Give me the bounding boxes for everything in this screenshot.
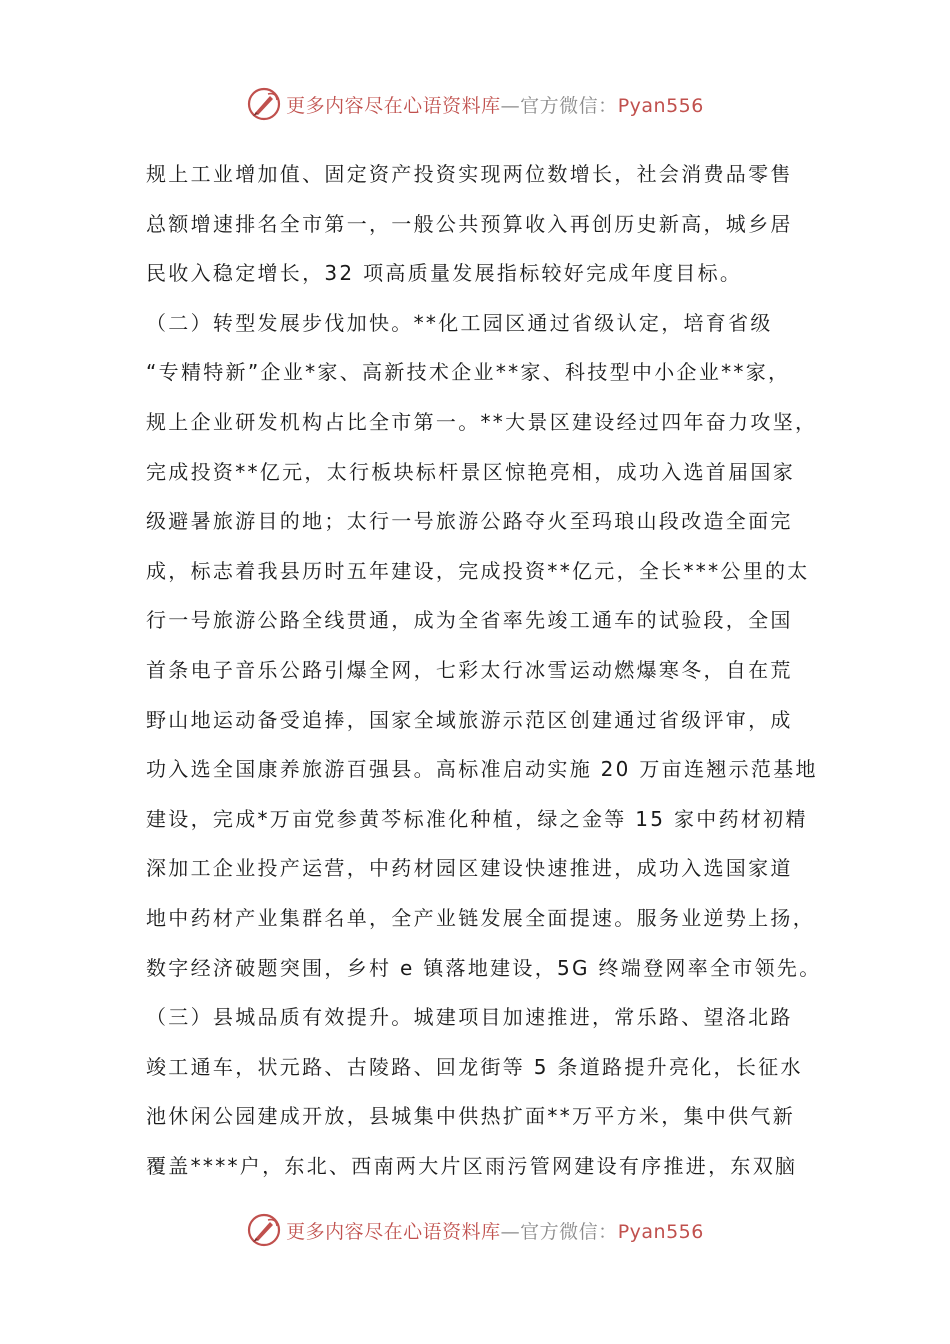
body-line: 级避暑旅游目的地；太行一号旅游公路夺火至玛琅山段改造全面完 [146,509,793,534]
header-main-text: 更多内容尽在心语资料库 [286,94,501,117]
body-line: 池休闲公园建成开放，县城集中供热扩面**万平方米，集中供气新 [146,1104,795,1129]
body-line: 成，标志着我县历时五年建设，完成投资**亿元，全长***公里的太 [146,558,810,583]
header-text [286,91,704,118]
pen-logo-icon [246,1212,282,1248]
body-line: 野山地运动备受追捧，国家全域旅游示范区创建通过省级评审，成 [146,707,793,732]
body-line: 数字经济破题突围，乡村 e 镇落地建设，5G 终端登网率全市领先。 [146,955,822,980]
footer-wechat-id: Pyan556 [617,1220,704,1243]
body-line: 地中药材产业集群名单，全产业链发展全面提速。服务业逆势上扬， [146,905,815,930]
body-line: （三）县城品质有效提升。城建项目加速推进，常乐路、望洛北路 [146,1005,793,1030]
body-line: 总额增速排名全市第一，一般公共预算收入再创历史新高，城乡居 [146,211,793,236]
footer-text [286,1217,704,1244]
header-banner [0,82,950,126]
header-dash: — [500,94,521,117]
body-line: 完成投资**亿元，太行板块标杆景区惊艳亮相，成功入选首届国家 [146,459,795,484]
pen-logo-icon [246,86,282,122]
body-line: 民收入稳定增长，32 项高质量发展指标较好完成年度目标。 [146,261,743,286]
body-line: 深加工企业投产运营，中药材园区建设快速推进，成功入选国家道 [146,856,793,881]
header-wechat-id: Pyan556 [617,94,704,117]
body-line: 行一号旅游公路全线贯通，成为全省率先竣工通车的试验段，全国 [146,608,793,633]
body-line: 规上企业研发机构占比全市第一。**大景区建设经过四年奋力攻坚， [146,409,818,434]
body-line: 规上工业增加值、固定资产投资实现两位数增长，社会消费品零售 [146,162,793,186]
footer-wechat-label: 官方微信： [520,1220,618,1243]
body-line: （二）转型发展步伐加快。**化工园区通过省级认定，培育省级 [146,310,773,335]
body-line: 首条电子音乐公路引爆全网，七彩太行冰雪运动燃爆寒冬，自在荒 [146,657,793,682]
footer-main-text: 更多内容尽在心语资料库 [286,1220,501,1243]
footer-dash: — [500,1220,521,1243]
body-line: 竣工通车，状元路、古陵路、回龙街等 5 条道路提升亮化，长征水 [146,1054,803,1079]
body-line: “专精特新”企业*家、高新技术企业**家、科技型中小企业**家， [146,360,791,385]
document-body [146,150,826,1191]
body-line: 覆盖****户，东北、西南两大片区雨污管网建设有序推进，东双脑 [146,1153,798,1178]
body-line: 功入选全国康养旅游百强县。高标准启动实施 20 万亩连翘示范基地 [146,757,818,782]
footer-banner [0,1208,950,1252]
header-wechat-label: 官方微信： [520,94,618,117]
body-line: 建设，完成*万亩党参黄芩标准化种植，绿之金等 15 家中药材初精 [146,806,808,831]
